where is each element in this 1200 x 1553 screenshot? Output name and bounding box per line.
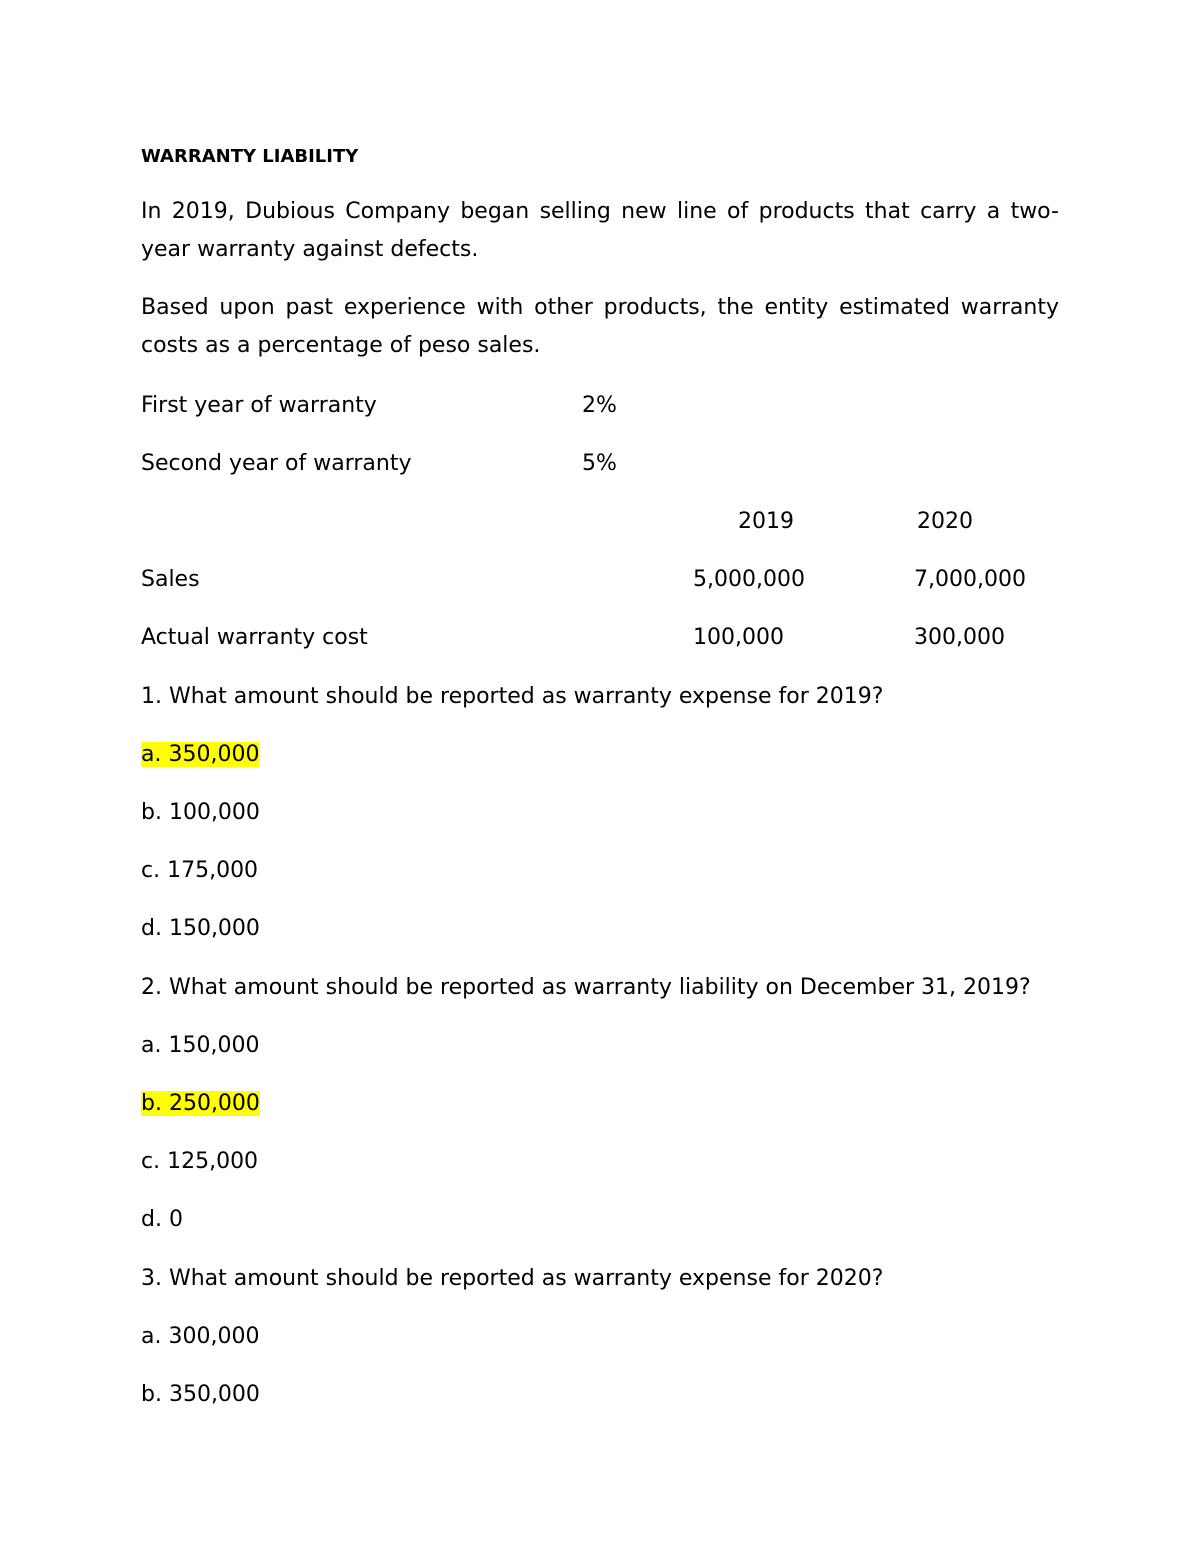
- question-1-option-a-highlight: a. 350,000: [141, 742, 260, 767]
- question-2-option-c: c. 125,000: [141, 1149, 259, 1174]
- table-cell-cost-2019: 100,000: [693, 625, 784, 650]
- rate-value-first-year: 2%: [582, 393, 617, 418]
- table-row-label-actual-cost: Actual warranty cost: [141, 625, 368, 650]
- question-2-option-b: [141, 1090, 260, 1118]
- table-row-label-sales: Sales: [141, 567, 200, 592]
- question-2-option-d: d. 0: [141, 1207, 183, 1232]
- intro-paragraph: In 2019, Dubious Company began selling new line of products that carry a two-year warranty against defects.: [141, 199, 1059, 262]
- question-3-text: 3. What amount should be reported as warranty expense for 2020?: [141, 1266, 884, 1291]
- rate-value-second-year: 5%: [582, 451, 617, 476]
- rate-label-first-year: First year of warranty: [141, 393, 377, 418]
- question-1-option-d: d. 150,000: [141, 916, 260, 941]
- question-3-option-b: b. 350,000: [141, 1382, 260, 1407]
- document-title: WARRANTY LIABILITY: [141, 146, 359, 167]
- question-2-text: 2. What amount should be reported as warranty liability on December 31, 2019?: [141, 975, 1031, 1000]
- table-header-2020: 2020: [917, 509, 973, 534]
- question-1-option-c: c. 175,000: [141, 858, 259, 883]
- basis-paragraph: Based upon past experience with other products, the entity estimated warranty costs as a percentage of peso sales.: [141, 295, 1059, 358]
- question-1-option-a: [141, 741, 259, 769]
- table-header-2019: 2019: [738, 509, 794, 534]
- rate-label-second-year: Second year of warranty: [141, 451, 412, 476]
- table-cell-sales-2020: 7,000,000: [914, 567, 1026, 592]
- question-3-option-a: a. 300,000: [141, 1324, 260, 1349]
- table-cell-sales-2019: 5,000,000: [693, 567, 805, 592]
- table-cell-cost-2020: 300,000: [914, 625, 1005, 650]
- question-2-option-a: a. 150,000: [141, 1033, 260, 1058]
- question-2-option-b-highlight: b. 250,000: [141, 1091, 260, 1116]
- question-1-option-b: b. 100,000: [141, 800, 260, 825]
- question-1-text: 1. What amount should be reported as warranty expense for 2019?: [141, 684, 884, 709]
